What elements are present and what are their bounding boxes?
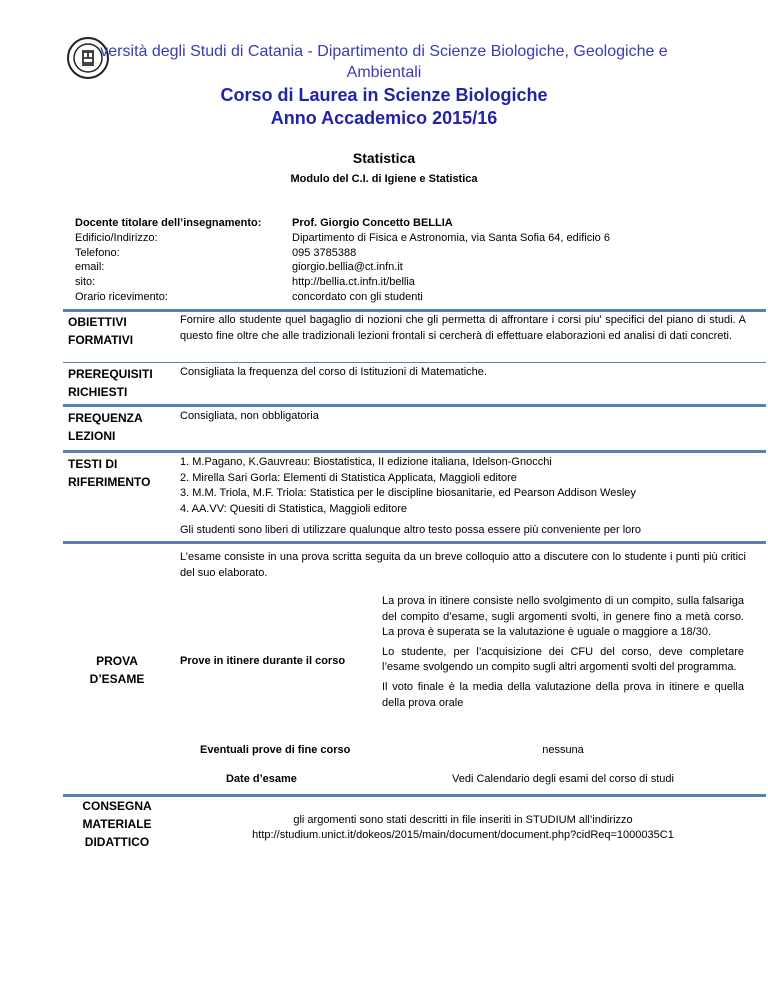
obiettivi-label-l1: OBIETTIVI [68,315,127,329]
building-value: Dipartimento di Fisica e Astronomia, via Santa Sofia 64, edificio 6 [292,231,610,244]
module-title: Modulo del C.I. di Igiene e Statistica [290,173,478,185]
materiale-text1: gli argomenti sono stati descritti in file inseriti in STUDIUM all’indirizzo [293,814,633,826]
subject-title: Statistica [352,150,416,166]
itinere-p3: Il voto finale è la media della valutazione della prova in itinere e quella della prova orale [382,680,744,709]
obiettivi-text: Fornire allo studente quel bagaglio di nozioni che gli permetta di affrontare i corsi piu' specifici del piano di studi. A questo fine oltre che alle tradizionali lezioni frontali si cercherà di effettuare elaborazioni ed analisi di dati concreti. [180,314,746,342]
esame-intro: L’esame consiste in una prova scritta seguita da un breve colloquio atto a discutere con lo studente i punti più critici del suo elaborato. [180,551,746,579]
site-label: sito: [75,276,96,289]
list-item: 4. AA.VV: Quesiti di Statistica, Maggioli editore [180,502,408,515]
testi-list [180,455,746,517]
office-hours-label: Orario ricevimento: [75,290,168,303]
phone-label: Telefono: [75,246,120,259]
email-value[interactable]: giorgio.bellia@ct.infn.it [292,261,403,274]
materiale-text [180,813,746,843]
info-values [292,216,712,305]
obiettivi-label [68,313,133,349]
list-item: 2. Mirella Sari Gorla: Elementi di Statistica Applicata, Maggioli editore [180,471,517,484]
phone-value: 095 3785388 [292,246,357,259]
course-heading [0,84,768,130]
testi-note: Gli studenti sono liberi di utilizzare qualunque altro testo possa essere più conveniente per loro [180,524,642,536]
academic-year: Anno Accademico 2015/16 [270,108,498,128]
date-value: Vedi Calendario degli esami del corso di studi [452,773,674,785]
fine-corso-label: Eventuali prove di fine corso [200,744,351,756]
frequenza-label-l2: LEZIONI [68,429,116,443]
itinere-details [382,594,744,711]
date-label: Date d’esame [226,773,297,785]
section-divider [63,362,766,363]
testi-label-l1: TESTI DI [68,457,118,471]
materiale-label-l1: CONSEGNA [82,799,152,813]
obiettivi-label-l2: FORMATIVI [68,333,134,347]
frequenza-text: Consigliata, non obbligatoria [180,410,319,422]
prerequisiti-label [68,365,153,401]
testi-label-l2: RIFERIMENTO [68,475,151,489]
teacher-name: Prof. Giorgio Concetto BELLIA [292,217,453,229]
site-value[interactable]: http://bellia.ct.infn.it/bellia [292,276,415,289]
prerequisiti-label-l2: RICHIESTI [68,385,128,399]
testi-label [68,455,150,491]
list-item: 1. M.Pagano, K.Gauvreau: Biostatistica, II edizione italiana, Idelson-Gnocchi [180,456,552,468]
itinere-p2: Lo studente, per l’acquisizione dei CFU del corso, deve completare l’esame svolgendo un compito sugli altri argomenti svolti del programma. [382,645,744,674]
section-divider [63,450,766,453]
esame-label-l2: D’ESAME [89,672,145,686]
section-divider [63,541,766,544]
materiale-label [63,797,171,851]
course-title: Corso di Laurea in Scienze Biologiche [220,85,548,105]
email-label: email: [75,261,105,274]
materiale-link[interactable]: http://studium.unict.it/dokeos/2015/main/document/document.php?cidReq=1000035C1 [252,829,674,841]
esame-label [63,652,171,688]
building-label: Edificio/Indirizzo: [75,231,158,244]
esame-label-l1: PROVA [96,654,138,668]
materiale-label-l3: DIDATTICO [84,835,150,849]
office-hours-value: concordato con gli studenti [292,290,423,303]
section-divider [63,404,766,407]
itinere-p1: La prova in itinere consiste nello svolgimento di un compito, sulla falsariga del compito d’esame, sugli argomenti svolti, in genere fino a metà corso. La prova è superata se la valutazione è uguale o maggiore a 18/30. [382,595,744,639]
list-item: 3. M.M. Triola, M.F. Triola: Statistica per le discipline biosanitarie, ed Pearson Addison Wesley [180,487,636,499]
university-line1: versità degli Studi di Catania - Dipartimento di Scienze Biologiche, Geologiche e [100,43,668,60]
prerequisiti-text: Consigliata la frequenza del corso di Istituzioni di Matematiche. [180,366,487,378]
materiale-label-l2: MATERIALE [82,817,152,831]
fine-corso-value: nessuna [542,744,584,756]
itinere-label: Prove in itinere durante il corso [180,655,346,667]
section-divider [63,309,766,312]
info-labels [75,216,285,305]
university-line2: Ambientali [346,64,422,81]
university-name [0,41,768,83]
frequenza-label [68,409,143,445]
teacher-label: Docente titolare dell’insegnamento: [75,217,262,229]
prerequisiti-label-l1: PREREQUISITI [68,367,153,381]
frequenza-label-l1: FREQUENZA [68,411,143,425]
